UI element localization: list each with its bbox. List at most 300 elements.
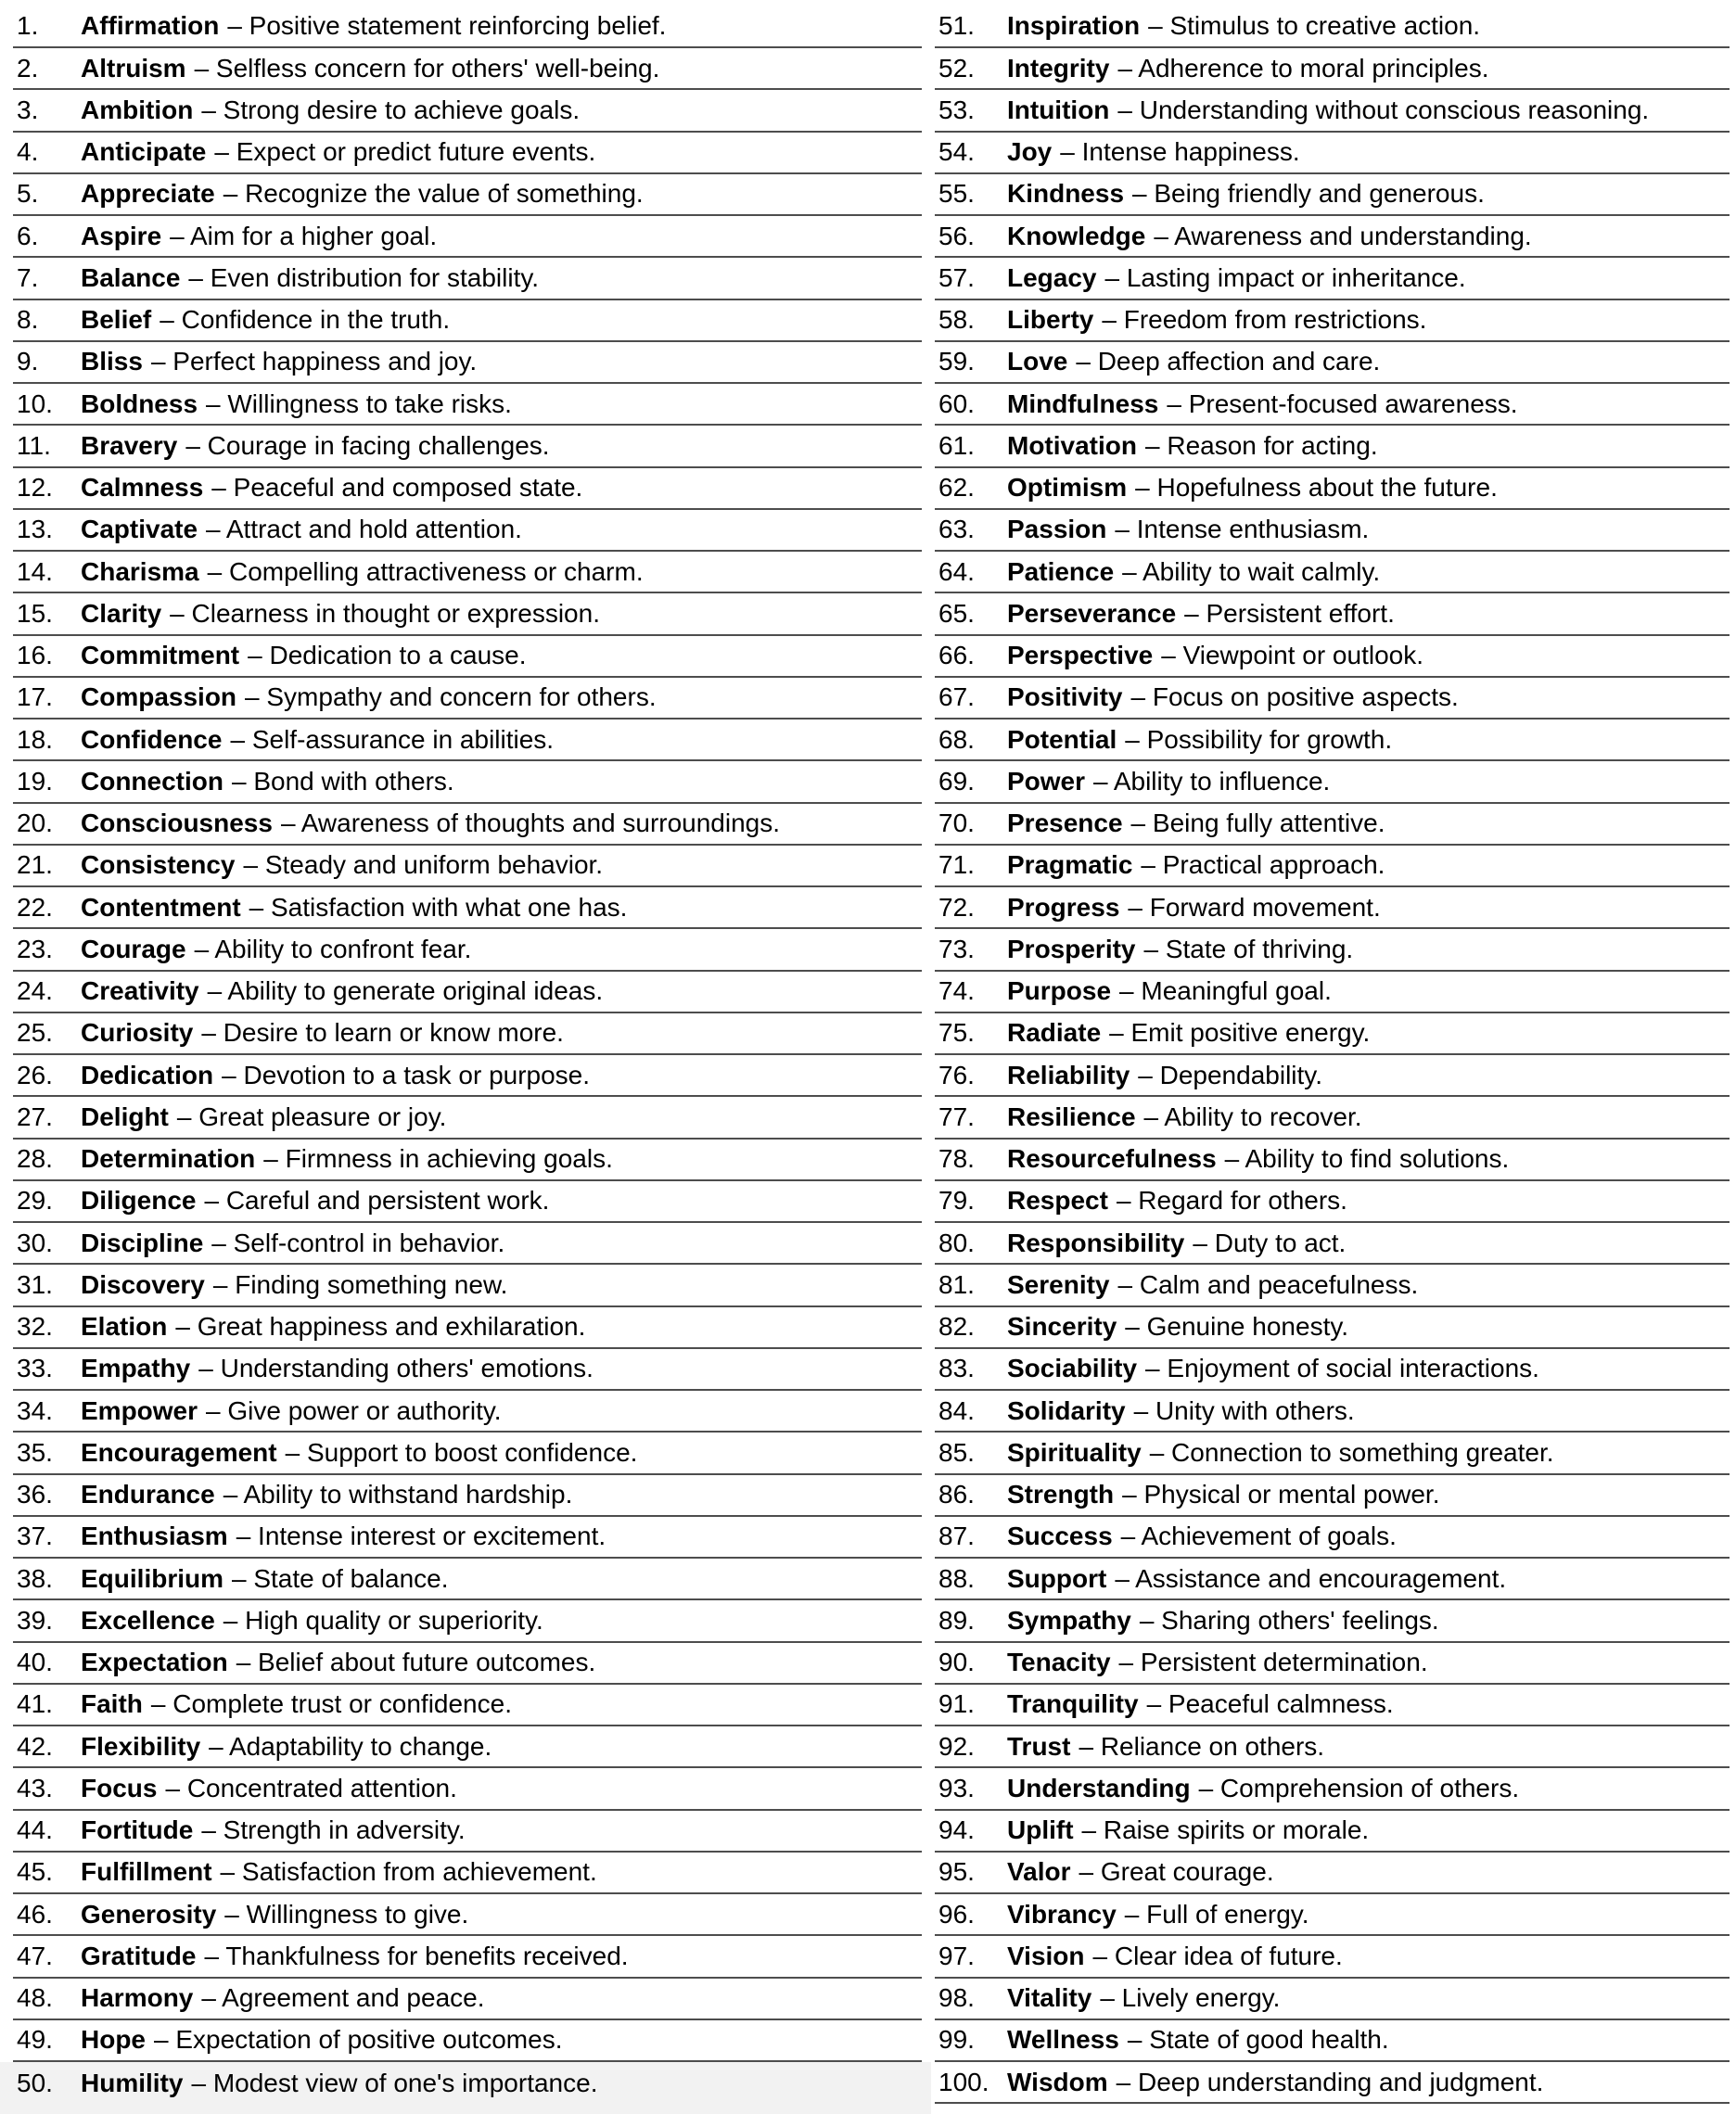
list-item (13, 510, 922, 552)
item-word: Endurance (81, 1480, 215, 1509)
item-word: Spirituality (1007, 1437, 1142, 1467)
list-item (13, 720, 922, 761)
item-number: 98. (938, 1983, 975, 2013)
item-word: Tranquility (1007, 1689, 1139, 1719)
item-definition: – State of thriving. (1143, 934, 1354, 963)
item-definition: – Give power or authority. (206, 1395, 502, 1425)
item-word: Serenity (1007, 1269, 1110, 1299)
item-number: 63. (938, 515, 975, 544)
item-word: Bliss (81, 347, 143, 376)
item-word: Humility (81, 2068, 184, 2097)
list-item (935, 90, 1730, 132)
item-number: 61. (938, 430, 975, 460)
list-item (13, 1097, 922, 1139)
item-word: Vitality (1007, 1983, 1092, 2013)
word-list-column-left (13, 6, 922, 2105)
item-word: Curiosity (81, 1018, 194, 1048)
list-item (13, 761, 922, 803)
item-word: Faith (81, 1689, 143, 1719)
item-definition: – Expectation of positive outcomes. (154, 2025, 563, 2055)
list-item (935, 720, 1730, 761)
list-item (13, 300, 922, 342)
item-word: Balance (81, 262, 181, 292)
item-number: 8. (17, 305, 39, 335)
item-word: Enthusiasm (81, 1522, 228, 1551)
item-word: Inspiration (1007, 11, 1141, 41)
item-word: Resilience (1007, 1102, 1136, 1131)
item-definition: – Bond with others. (232, 766, 454, 796)
item-definition: – Strong desire to achieve goals. (201, 95, 581, 124)
list-item (13, 1140, 922, 1181)
item-definition: – Intense enthusiasm. (1115, 515, 1370, 544)
list-item (13, 6, 922, 48)
item-word: Hope (81, 2025, 146, 2055)
item-word: Empower (81, 1395, 198, 1425)
list-item (13, 678, 922, 720)
item-word: Potential (1007, 724, 1117, 754)
item-definition: – Great pleasure or joy. (176, 1102, 447, 1131)
list-item (935, 1223, 1730, 1265)
item-word: Patience (1007, 556, 1115, 586)
item-word: Mindfulness (1007, 388, 1159, 418)
item-definition: – Dedication to a cause. (248, 641, 527, 670)
item-number: 71. (938, 850, 975, 880)
item-number: 46. (17, 1899, 53, 1929)
item-word: Wellness (1007, 2025, 1119, 2055)
item-definition: – Understanding without conscious reasoning. (1117, 95, 1650, 124)
item-number: 93. (938, 1773, 975, 1802)
list-item (935, 6, 1730, 48)
item-definition: – Careful and persistent work. (204, 1186, 550, 1216)
item-definition: – Adherence to moral principles. (1117, 53, 1489, 83)
list-item (935, 1936, 1730, 1978)
item-word: Elation (81, 1312, 168, 1342)
list-item (935, 1726, 1730, 1768)
item-number: 87. (938, 1522, 975, 1551)
item-number: 17. (17, 682, 53, 712)
item-definition: – Perfect happiness and joy. (150, 347, 478, 376)
item-word: Kindness (1007, 179, 1125, 209)
item-word: Excellence (81, 1605, 215, 1635)
item-word: Harmony (81, 1983, 194, 2013)
item-number: 84. (938, 1395, 975, 1425)
item-number: 60. (938, 388, 975, 418)
item-word: Responsibility (1007, 1228, 1185, 1257)
list-item (935, 2020, 1730, 2062)
item-number: 21. (17, 850, 53, 880)
item-word: Pragmatic (1007, 850, 1133, 880)
item-word: Commitment (81, 641, 240, 670)
item-number: 59. (938, 347, 975, 376)
list-item (13, 1936, 922, 1978)
item-definition: – Reason for acting. (1145, 430, 1378, 460)
item-definition: – Enjoyment of social interactions. (1145, 1354, 1539, 1383)
item-number: 96. (938, 1899, 975, 1929)
item-number: 31. (17, 1269, 53, 1299)
list-item (935, 1894, 1730, 1936)
item-definition: – Willingness to give. (224, 1899, 469, 1929)
list-item (13, 1223, 922, 1265)
item-word: Uplift (1007, 1815, 1074, 1845)
item-definition: – Thankfulness for benefits received. (204, 1941, 629, 1970)
item-definition: – Aim for a higher goal. (170, 221, 438, 250)
item-word: Knowledge (1007, 221, 1146, 250)
list-item (13, 426, 922, 467)
item-number: 58. (938, 305, 975, 335)
list-item (935, 300, 1730, 342)
item-word: Compassion (81, 682, 237, 712)
list-item (935, 1307, 1730, 1349)
item-definition: – Calm and peacefulness. (1117, 1269, 1419, 1299)
item-number: 44. (17, 1815, 53, 1845)
item-definition: – Belief about future outcomes. (236, 1648, 596, 1677)
item-word: Wisdom (1007, 2067, 1108, 2096)
list-item (935, 552, 1730, 593)
item-number: 78. (938, 1144, 975, 1174)
list-item (13, 887, 922, 929)
item-definition: – Possibility for growth. (1125, 724, 1393, 754)
item-number: 52. (938, 53, 975, 83)
list-item (13, 90, 922, 132)
item-word: Captivate (81, 515, 198, 544)
item-number: 41. (17, 1689, 53, 1719)
list-item (13, 2020, 922, 2062)
item-definition: – Confidence in the truth. (160, 305, 451, 335)
list-item (935, 636, 1730, 678)
list-item (935, 1600, 1730, 1642)
item-word: Optimism (1007, 473, 1128, 503)
list-item (935, 678, 1730, 720)
list-item (13, 1391, 922, 1433)
item-number: 91. (938, 1689, 975, 1719)
list-item (13, 804, 922, 846)
list-item (13, 174, 922, 216)
item-word: Perseverance (1007, 598, 1177, 628)
item-number: 27. (17, 1102, 53, 1131)
list-item (13, 133, 922, 174)
item-definition: – Positive statement reinforcing belief. (227, 11, 667, 41)
item-word: Success (1007, 1522, 1113, 1551)
item-word: Legacy (1007, 262, 1097, 292)
item-number: 30. (17, 1228, 53, 1257)
item-number: 86. (938, 1480, 975, 1509)
list-item (13, 593, 922, 635)
list-item (935, 761, 1730, 803)
item-definition: – Dependability. (1138, 1060, 1322, 1089)
item-definition: – Awareness of thoughts and surroundings. (280, 809, 781, 838)
item-number: 16. (17, 641, 53, 670)
list-item (13, 1811, 922, 1853)
list-item (935, 216, 1730, 258)
item-definition: – Steady and uniform behavior. (243, 850, 604, 880)
item-definition: – High quality or superiority. (223, 1605, 543, 1635)
item-definition: – Duty to act. (1193, 1228, 1347, 1257)
item-definition: – Focus on positive aspects. (1130, 682, 1459, 712)
item-definition: – Persistent determination. (1118, 1648, 1428, 1677)
list-item (13, 972, 922, 1013)
list-item (935, 1475, 1730, 1517)
item-word: Presence (1007, 809, 1123, 838)
item-definition: – Being friendly and generous. (1132, 179, 1485, 209)
item-number: 42. (17, 1731, 53, 1761)
item-definition: – Willingness to take risks. (206, 388, 512, 418)
item-definition: – Comprehension of others. (1198, 1773, 1520, 1802)
list-item (13, 1181, 922, 1223)
item-number: 19. (17, 766, 53, 796)
item-number: 6. (17, 221, 39, 250)
list-item (13, 1853, 922, 1894)
list-item (935, 593, 1730, 635)
item-definition: – Intense interest or excitement. (236, 1522, 606, 1551)
list-item (13, 48, 922, 90)
item-definition: – Finding something new. (212, 1269, 508, 1299)
item-definition: – Reliance on others. (1079, 1731, 1325, 1761)
item-word: Progress (1007, 892, 1120, 922)
item-definition: – Forward movement. (1128, 892, 1381, 922)
list-item (13, 846, 922, 887)
list-item (935, 1643, 1730, 1685)
item-number: 70. (938, 809, 975, 838)
item-number: 18. (17, 724, 53, 754)
item-word: Appreciate (81, 179, 215, 209)
list-item (13, 2062, 922, 2104)
item-definition: – Satisfaction with what one has. (249, 892, 628, 922)
item-word: Delight (81, 1102, 169, 1131)
item-definition: – Self-control in behavior. (211, 1228, 505, 1257)
list-item (13, 1517, 922, 1559)
item-definition: – Stimulus to creative action. (1148, 11, 1481, 41)
item-word: Charisma (81, 556, 199, 586)
item-word: Valor (1007, 1857, 1071, 1887)
list-item (13, 1433, 922, 1474)
item-word: Sincerity (1007, 1312, 1117, 1342)
item-number: 79. (938, 1186, 975, 1216)
list-item (935, 1391, 1730, 1433)
item-number: 5. (17, 179, 39, 209)
item-number: 43. (17, 1773, 53, 1802)
list-item (935, 1853, 1730, 1894)
item-number: 48. (17, 1983, 53, 2013)
item-number: 94. (938, 1815, 975, 1845)
item-number: 62. (938, 473, 975, 503)
item-word: Flexibility (81, 1731, 201, 1761)
item-definition: – Intense happiness. (1060, 137, 1300, 167)
item-number: 95. (938, 1857, 975, 1887)
item-definition: – Compelling attractiveness or charm. (207, 556, 644, 586)
item-word: Equilibrium (81, 1563, 223, 1593)
list-item (13, 1768, 922, 1810)
item-definition: – Sympathy and concern for others. (245, 682, 657, 712)
list-item (935, 1265, 1730, 1306)
item-definition: – Being fully attentive. (1130, 809, 1385, 838)
item-word: Clarity (81, 598, 162, 628)
item-definition: – Peaceful calmness. (1146, 1689, 1394, 1719)
item-word: Discovery (81, 1269, 205, 1299)
item-number: 49. (17, 2025, 53, 2055)
item-word: Consistency (81, 850, 236, 880)
item-word: Joy (1007, 137, 1053, 167)
list-item (13, 468, 922, 510)
item-definition: – Meaningful goal. (1119, 976, 1332, 1006)
item-definition: – Even distribution for stability. (188, 262, 540, 292)
item-number: 26. (17, 1060, 53, 1089)
item-number: 90. (938, 1648, 975, 1677)
list-item (935, 258, 1730, 299)
item-word: Encouragement (81, 1437, 277, 1467)
list-item (13, 1643, 922, 1685)
item-number: 54. (938, 137, 975, 167)
item-definition: – Peaceful and composed state. (211, 473, 583, 503)
item-definition: – Agreement and peace. (201, 1983, 485, 2013)
item-definition: – Viewpoint or outlook. (1161, 641, 1423, 670)
item-number: 11. (17, 430, 51, 460)
list-item (935, 1979, 1730, 2020)
item-word: Understanding (1007, 1773, 1191, 1802)
list-item (13, 1726, 922, 1768)
item-number: 83. (938, 1354, 975, 1383)
item-number: 13. (17, 515, 53, 544)
item-definition: – Satisfaction from achievement. (220, 1857, 597, 1887)
list-item (935, 1768, 1730, 1810)
item-number: 22. (17, 892, 53, 922)
item-number: 15. (17, 598, 53, 628)
list-item (13, 1894, 922, 1936)
item-word: Vibrancy (1007, 1899, 1117, 1929)
list-item (935, 1517, 1730, 1559)
list-item (935, 1097, 1730, 1139)
item-number: 39. (17, 1605, 53, 1635)
item-word: Courage (81, 934, 186, 963)
item-number: 24. (17, 976, 53, 1006)
list-item (935, 48, 1730, 90)
item-number: 3. (17, 95, 39, 124)
item-number: 29. (17, 1186, 53, 1216)
list-item (935, 426, 1730, 467)
item-number: 20. (17, 809, 53, 838)
item-number: 74. (938, 976, 975, 1006)
item-word: Prosperity (1007, 934, 1136, 963)
item-definition: – Raise spirits or morale. (1081, 1815, 1370, 1845)
list-item (935, 174, 1730, 216)
item-number: 7. (17, 262, 39, 292)
item-definition: – Physical or mental power. (1122, 1480, 1440, 1509)
item-number: 47. (17, 1941, 53, 1970)
item-number: 67. (938, 682, 975, 712)
list-item (935, 1433, 1730, 1474)
item-number: 81. (938, 1269, 975, 1299)
list-item (13, 636, 922, 678)
list-item (13, 1600, 922, 1642)
item-definition: – Courage in facing challenges. (185, 430, 550, 460)
item-number: 32. (17, 1312, 53, 1342)
item-number: 25. (17, 1018, 53, 1048)
item-number: 57. (938, 262, 975, 292)
item-number: 51. (938, 11, 975, 41)
item-definition: – Hopefulness about the future. (1135, 473, 1498, 503)
item-number: 76. (938, 1060, 975, 1089)
item-word: Altruism (81, 53, 186, 83)
item-definition: – Attract and hold attention. (206, 515, 522, 544)
item-number: 38. (17, 1563, 53, 1593)
item-word: Positivity (1007, 682, 1123, 712)
list-item (935, 1559, 1730, 1600)
item-number: 9. (17, 347, 39, 376)
item-definition: – Freedom from restrictions. (1102, 305, 1427, 335)
item-number: 10. (17, 388, 53, 418)
item-word: Focus (81, 1773, 158, 1802)
item-definition: – Achievement of goals. (1120, 1522, 1397, 1551)
item-number: 55. (938, 179, 975, 209)
list-item (13, 929, 922, 971)
item-definition: – Self-assurance in abilities. (230, 724, 555, 754)
item-number: 40. (17, 1648, 53, 1677)
list-item (935, 342, 1730, 384)
item-definition: – Ability to find solutions. (1224, 1144, 1510, 1174)
item-word: Belief (81, 305, 152, 335)
item-word: Confidence (81, 724, 223, 754)
item-definition: – Great happiness and exhilaration. (175, 1312, 586, 1342)
item-definition: – Connection to something greater. (1149, 1437, 1554, 1467)
item-number: 14. (17, 556, 53, 586)
item-word: Dedication (81, 1060, 214, 1089)
list-item (935, 972, 1730, 1013)
item-definition: – Modest view of one's importance. (191, 2068, 598, 2097)
item-word: Vision (1007, 1941, 1085, 1970)
item-definition: – Ability to generate original ideas. (207, 976, 604, 1006)
item-number: 4. (17, 137, 39, 167)
item-number: 35. (17, 1437, 53, 1467)
item-number: 72. (938, 892, 975, 922)
list-item (13, 1475, 922, 1517)
item-number: 92. (938, 1731, 975, 1761)
item-word: Passion (1007, 515, 1107, 544)
list-item (13, 342, 922, 384)
item-number: 53. (938, 95, 975, 124)
item-number: 77. (938, 1102, 975, 1131)
item-number: 75. (938, 1018, 975, 1048)
item-word: Perspective (1007, 641, 1154, 670)
item-word: Motivation (1007, 430, 1137, 460)
item-number: 23. (17, 934, 53, 963)
item-definition: – Persistent effort. (1184, 598, 1395, 628)
item-word: Respect (1007, 1186, 1108, 1216)
item-word: Empathy (81, 1354, 191, 1383)
item-number: 100. (938, 2067, 989, 2096)
item-number: 65. (938, 598, 975, 628)
item-definition: – Lively energy. (1100, 1983, 1281, 2013)
item-number: 89. (938, 1605, 975, 1635)
word-list-column-right (935, 6, 1730, 2105)
list-item (13, 384, 922, 426)
item-word: Affirmation (81, 11, 220, 41)
item-word: Anticipate (81, 137, 207, 167)
item-number: 97. (938, 1941, 975, 1970)
item-number: 68. (938, 724, 975, 754)
item-number: 64. (938, 556, 975, 586)
item-definition: – Devotion to a task or purpose. (222, 1060, 591, 1089)
list-item (935, 1685, 1730, 1726)
item-word: Creativity (81, 976, 199, 1006)
item-word: Connection (81, 766, 223, 796)
list-item (13, 1265, 922, 1306)
item-word: Bravery (81, 430, 178, 460)
list-item (935, 1013, 1730, 1055)
item-word: Aspire (81, 221, 162, 250)
item-definition: – Firmness in achieving goals. (263, 1144, 613, 1174)
item-definition: – Assistance and encouragement. (1115, 1563, 1507, 1593)
item-word: Resourcefulness (1007, 1144, 1217, 1174)
list-item (13, 1055, 922, 1097)
